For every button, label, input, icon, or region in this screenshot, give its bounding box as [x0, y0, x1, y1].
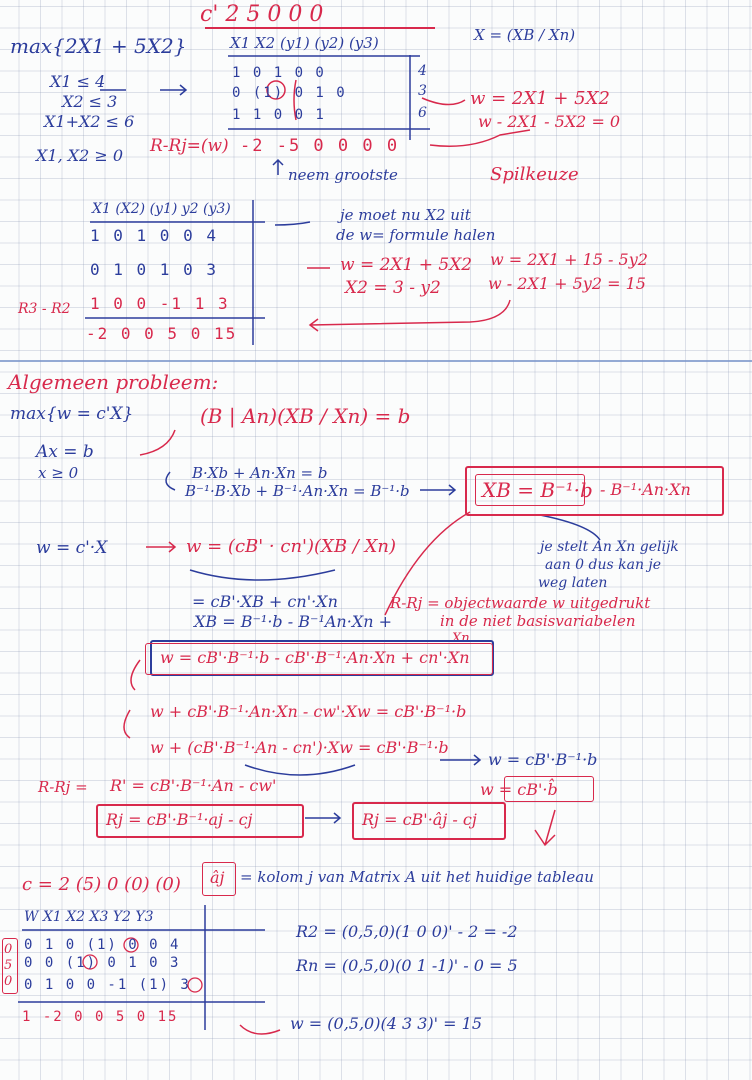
w-equation-2: w - 2X1 - 5X2 = 0 — [478, 112, 621, 131]
tableau2-objective-row: -2 0 0 5 0 15 — [86, 324, 238, 343]
tableau2-columns: X1 (X2) (y1) y2 (y3) — [92, 201, 231, 217]
tableau2-row-3: 1 0 0 -1 1 3 — [90, 294, 230, 313]
general-line-1: B·Xb + An·Xn = b — [192, 464, 328, 482]
rn-computation: Rn = (0,5,0)(0 1 -1)' - 0 = 5 — [296, 956, 518, 975]
tableau1-row-3: 1 1 0 0 1 — [232, 107, 326, 123]
tableau1-rhs-3: 6 — [418, 105, 427, 121]
rrj-note-2: in de niet basisvariabelen — [440, 612, 636, 630]
lp-nonneg: X1, X2 ≥ 0 — [36, 146, 124, 165]
w-result2: w = cB'·b̂ — [480, 780, 558, 799]
tableau2-eq-4: w - 2X1 + 5y2 = 15 — [488, 274, 646, 293]
aj-note: = kolom j van Matrix A uit het huidige tableau — [240, 868, 594, 886]
w-definition: w = c'·X — [36, 538, 108, 558]
note-set-2: aan 0 dus kan je — [545, 557, 662, 573]
general-ax-b: Ax = b — [36, 442, 94, 462]
rj-formula2: Rj = cB'·âj - cj — [362, 810, 477, 829]
tableau1-row-2: 0 (1) 0 1 0 — [232, 85, 347, 101]
w-computation: w = (0,5,0)(4 3 3)' = 15 — [290, 1014, 482, 1033]
note-set-1: je stelt An Xn gelijk — [540, 539, 679, 555]
tableau1-objective-row: -2 -5 0 0 0 0 — [240, 136, 400, 156]
tableau3-row-2: 0 0 (1) 0 1 0 3 — [24, 955, 181, 971]
tableau2-eq-3: w = 2X1 + 15 - 5y2 — [490, 250, 648, 269]
general-heading: Algemeen probleem: — [8, 370, 219, 394]
lp-objective: max{2X1 + 5X2} — [10, 34, 187, 58]
xn-small: Xn — [452, 631, 470, 646]
general-block-eq: (B | An)(XB / Xn) = b — [200, 404, 411, 428]
w-block: w = (cB' · cn')(XB / Xn) — [186, 536, 397, 557]
tableau3-objective-row: 1 -2 0 0 5 0 15 — [22, 1009, 179, 1025]
w-full-equation: w = cB'·B⁻¹·b - cB'·B⁻¹·An·Xn + cn'·Xn — [160, 648, 470, 667]
r-definition: R' = cB'·B⁻¹·An - cw' — [110, 776, 277, 795]
tableau2-eq-1: w = 2X1 + 5X2 — [340, 255, 473, 275]
lp-constraint-2: X2 ≤ 3 — [62, 92, 118, 111]
side-vector: 0 5 0 — [4, 942, 13, 989]
tableau2-row-label: R3 - R2 — [18, 301, 71, 317]
lp-constraint-3: X1+X2 ≤ 6 — [44, 112, 135, 131]
tableau1-row-1: 1 0 1 0 0 — [232, 65, 326, 81]
tableau1-rhs-1: 4 — [418, 63, 427, 79]
xb-formula: XB = B⁻¹·b — [482, 478, 593, 502]
tableau2-row-2: 0 1 0 1 0 3 — [90, 260, 218, 279]
tableau1-columns: X1 X2 (y1) (y2) (y3) — [230, 34, 379, 52]
tableau1-row-label: R-Rj=(w) — [150, 136, 229, 156]
x-vector: X = (XB / Xn) — [474, 26, 576, 44]
tableau2-note-2: de w= formule halen — [336, 226, 496, 244]
spilkeuze-label: Spilkeuze — [490, 164, 579, 185]
tableau2-eq-2: X2 = 3 - y2 — [345, 278, 441, 298]
tableau1-cost-row: c' 2 5 0 0 0 — [200, 2, 324, 27]
r2-computation: R2 = (0,5,0)(1 0 0)' - 2 = -2 — [296, 922, 518, 941]
w-equation-1: w = 2X1 + 5X2 — [470, 88, 610, 109]
tableau2-row-1: 1 0 1 0 0 4 — [90, 226, 218, 245]
note-set-3: weg laten — [538, 575, 608, 591]
general-x-nonneg: x ≥ 0 — [38, 464, 79, 482]
w-result: w = cB'·B⁻¹·b — [488, 750, 598, 769]
tableau3-row-3: 0 1 0 0 -1 (1) 3 — [24, 977, 191, 993]
tableau3-cost: c = 2 (5) 0 (0) (0) — [22, 874, 181, 895]
tableau1-annotation: neem grootste — [288, 166, 398, 184]
w-rearranged-1: w + cB'·B⁻¹·An·Xn - cw'·Xw = cB'·B⁻¹·b — [150, 702, 467, 721]
w-line-2: XB = B⁻¹·b - B⁻¹An·Xn + — [194, 612, 392, 631]
tableau2-note-1: je moet nu X2 uit — [340, 206, 471, 224]
general-line-2: B⁻¹·B·Xb + B⁻¹·An·Xn = B⁻¹·b — [185, 482, 410, 500]
w-rearranged-2: w + (cB'·B⁻¹·An - cn')·Xw = cB'·B⁻¹·b — [150, 738, 449, 757]
aj-label: âj — [210, 868, 225, 887]
general-max: max{w = c'X} — [10, 404, 134, 424]
section-divider — [0, 360, 752, 362]
tableau1-rhs-2: 3 — [418, 83, 427, 99]
r-def-label: R-Rj = — [38, 778, 88, 796]
tableau3-row-1: 0 1 0 (1) 0 0 4 — [24, 937, 181, 953]
tableau3-columns: W X1 X2 X3 Y2 Y3 — [24, 909, 154, 925]
lp-constraint-1: X1 ≤ 4 — [50, 72, 106, 91]
rrj-note-1: R-Rj = objectwaarde w uitgedrukt — [390, 594, 651, 612]
xb-rest: - B⁻¹·An·Xn — [600, 480, 691, 499]
w-line-1: = cB'·XB + cn'·Xn — [192, 592, 338, 611]
rj-formula: Rj = cB'·B⁻¹·aj - cj — [106, 810, 253, 829]
